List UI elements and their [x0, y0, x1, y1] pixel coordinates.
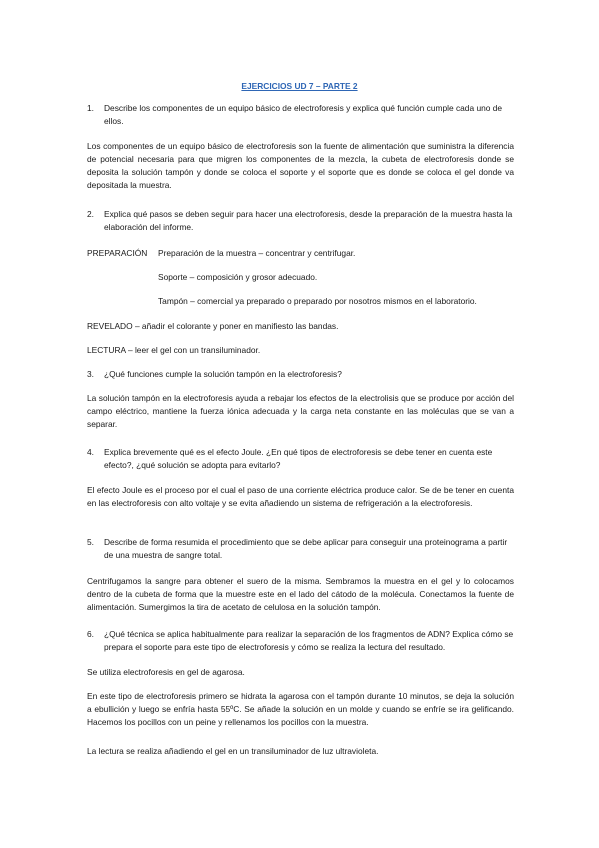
- question-number: 4.: [87, 447, 94, 457]
- answer-1: Los componentes de un equipo básico de electroforesis son la fuente de alimentación que suministra la diferencia de potencial necesaria para que migren los componentes de la mezcla, la cubeta de electroforesis donde se deposita la solución tampón y donde se coloca el soporte y el soporte que es donde se coloca el gel donde va depositada la muestra.: [87, 141, 514, 190]
- answer-6-intro: Se utiliza electroforesis en gel de agarosa.: [87, 667, 245, 677]
- question-text: Explica brevemente qué es el efecto Joule. ¿En qué tipos de electroforesis se debe tener en cuenta este efecto?, ¿qué solución se adopta para evitarlo?: [104, 447, 493, 470]
- question-2: [87, 208, 517, 234]
- question-4: [87, 446, 517, 472]
- question-text: Describe los componentes de un equipo básico de electroforesis y explica qué función cumple cada uno de ellos.: [104, 103, 503, 126]
- preparacion-label: PREPARACIÓN: [87, 248, 148, 258]
- question-6: [87, 628, 517, 654]
- question-number: 5.: [87, 537, 94, 547]
- revelado-step: REVELADO – añadir el colorante y poner en manifiesto las bandas.: [87, 321, 339, 331]
- question-text: ¿Qué funciones cumple la solución tampón en la electroforesis?: [104, 369, 342, 379]
- question-3: [87, 368, 517, 381]
- question-text: Describe de forma resumida el procedimiento que se debe aplicar para conseguir una proteinograma a partir de una muestra de sangre total.: [104, 537, 508, 560]
- question-number: 3.: [87, 369, 94, 379]
- preparacion-item: Tampón – comercial ya preparado o preparado por nosotros mismos en el laboratorio.: [158, 296, 477, 306]
- answer-4: El efecto Joule es el proceso por el cual el paso de una corriente eléctrica produce calor. Se de be tener en cuenta en las electroforesis con alto voltaje y se evita añadiendo un sistema de refrigeración a la electroforesis.: [87, 485, 514, 508]
- question-text: ¿Qué técnica se aplica habitualmente para realizar la separación de los fragmentos de ADN? Explica cómo se prepara el soporte para este tipo de electroforesis y cómo se realiza la lectura del resultado.: [104, 629, 514, 652]
- answer-6-reading: La lectura se realiza añadiendo el gel en un transiluminador de luz ultravioleta.: [87, 746, 379, 756]
- question-number: 1.: [87, 103, 94, 113]
- question-text: Explica qué pasos se deben seguir para hacer una electroforesis, desde la preparación de la muestra hasta la elaboración del informe.: [104, 209, 513, 232]
- answer-6-procedure: En este tipo de electroforesis primero se hidrata la agarosa con el tampón durante 10 minutos, se deja la solución a ebullición y luego se enfría hasta 55ºC. Se añade la solución en un molde y cuando se enfríe se ira gelificando. Hacemos los pocillos con un peine y rellenamos los pocillos con la muestra.: [87, 691, 514, 727]
- document-title: EJERCICIOS UD 7 – PARTE 2: [241, 81, 358, 91]
- answer-5: Centrifugamos la sangre para obtener el suero de la misma. Sembramos la muestra en el gel y lo colocamos dentro de la cubeta de forma que la muestre este en el lado del cátodo de la molécula. Conectamos la fuente de alimentación. Sumergimos la tira de acetato de celulosa en la solución tampón.: [87, 576, 514, 612]
- question-5: [87, 536, 517, 562]
- preparacion-item: Soporte – composición y grosor adecuado.: [158, 272, 318, 282]
- answer-3: La solución tampón en la electroforesis ayuda a rebajar los efectos de la electrolisis que se produce por acción del campo eléctrico, mantiene la fuerza iónica adecuada y la carga neta constante en las moléculas que se van a separar.: [87, 393, 514, 429]
- preparacion-item: Preparación de la muestra – concentrar y centrifugar.: [158, 248, 356, 258]
- question-number: 2.: [87, 209, 94, 219]
- question-number: 6.: [87, 629, 94, 639]
- lectura-step: LECTURA – leer el gel con un transiluminador.: [87, 345, 261, 355]
- question-1: [87, 102, 517, 128]
